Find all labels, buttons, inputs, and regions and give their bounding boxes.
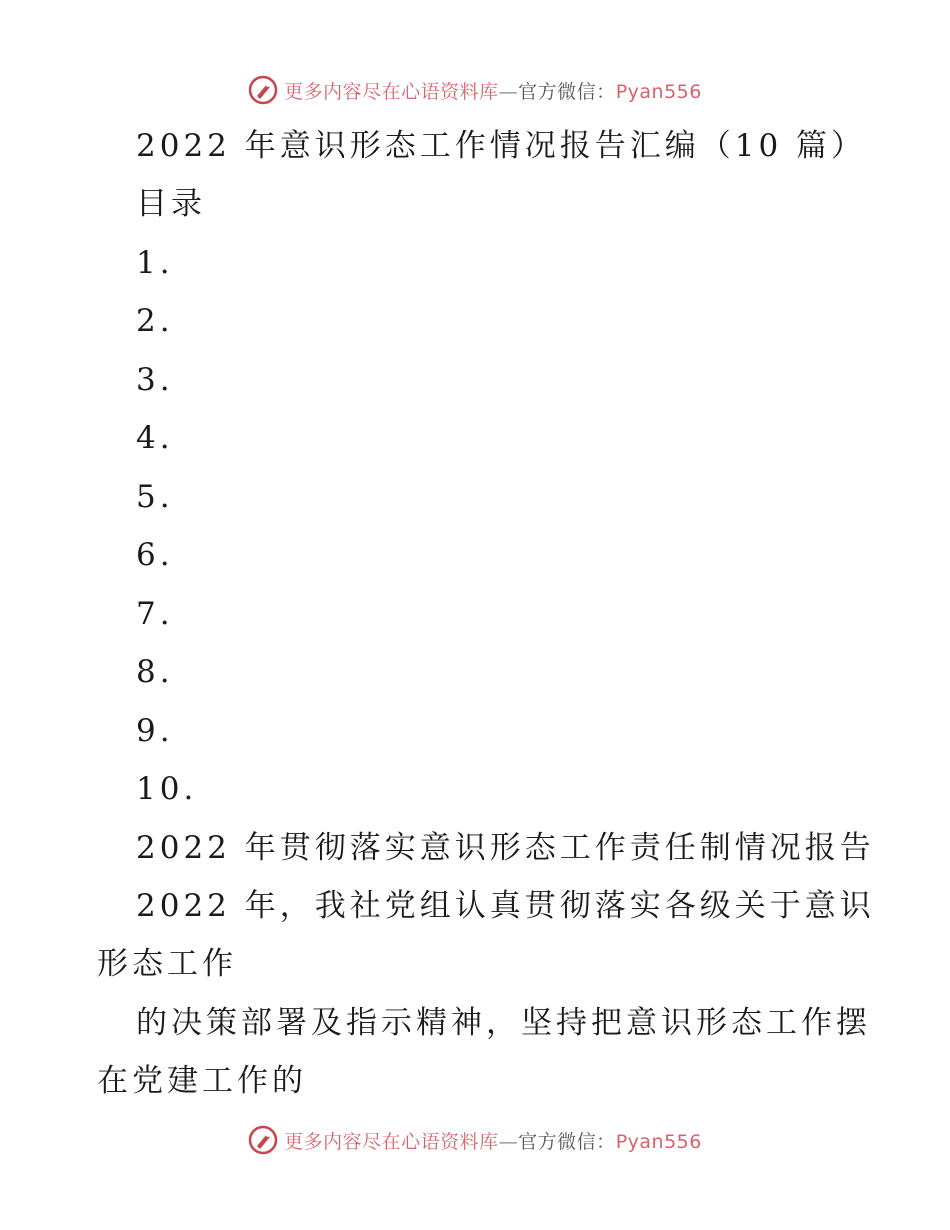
footer-watermark — [0, 1120, 950, 1160]
paragraph-line: 形态工作 — [97, 946, 237, 982]
pen-nib-logo-icon — [248, 75, 278, 105]
toc-item: 8. — [136, 654, 174, 690]
header-watermark — [0, 70, 950, 110]
toc-heading: 目录 — [136, 186, 206, 222]
watermark-brand: 更多内容尽在心语资料库 — [284, 80, 499, 103]
watermark-wechat-id: Pyan556 — [615, 80, 702, 103]
toc-item: 10. — [136, 771, 198, 807]
watermark-text — [284, 77, 702, 104]
toc-item: 1. — [136, 245, 174, 281]
toc-item: 2. — [136, 303, 174, 339]
pen-nib-logo-icon — [248, 1125, 278, 1155]
watermark-text — [284, 1127, 702, 1154]
watermark-wechat-id: Pyan556 — [615, 1130, 702, 1153]
section-title: 2022 年贯彻落实意识形态工作责任制情况报告 — [136, 830, 875, 866]
toc-item: 4. — [136, 420, 174, 456]
paragraph-line: 在党建工作的 — [97, 1063, 307, 1099]
watermark-wechat-label: 官方微信： — [518, 1130, 616, 1153]
watermark-wechat-label: 官方微信： — [518, 80, 616, 103]
watermark-brand: 更多内容尽在心语资料库 — [284, 1130, 499, 1153]
document-title: 2022 年意识形态工作情况报告汇编（10 篇） — [136, 128, 867, 164]
watermark-separator: — — [498, 80, 519, 103]
paragraph-line: 2022 年，我社党组认真贯彻落实各级关于意识 — [136, 888, 875, 924]
toc-item: 9. — [136, 713, 174, 749]
toc-item: 6. — [136, 537, 174, 573]
paragraph-line: 的决策部署及指示精神，坚持把意识形态工作摆 — [136, 1005, 871, 1041]
toc-item: 7. — [136, 596, 174, 632]
toc-item: 3. — [136, 362, 174, 398]
toc-item: 5. — [136, 479, 174, 515]
watermark-separator: — — [498, 1130, 519, 1153]
